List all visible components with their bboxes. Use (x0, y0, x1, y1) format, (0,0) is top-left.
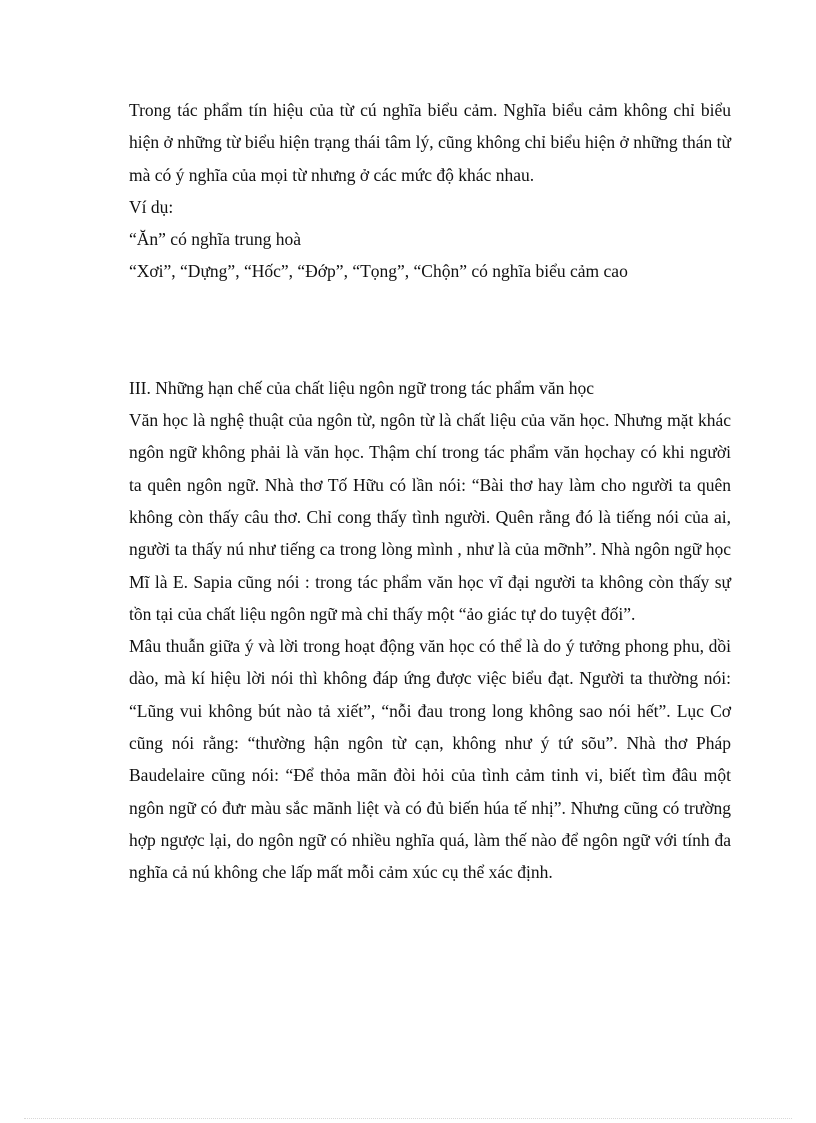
example-line-neutral: “Ăn” có nghĩa trung hoà (129, 229, 302, 250)
document-body (129, 94, 731, 889)
intro-paragraph: Trong tác phẩm tín hiệu của từ cú nghĩa biểu cảm. Nghĩa biểu cảm không chỉ biểu hiện ở những từ biểu hiện trạng thái tâm lý, cũng không chỉ biểu hiện ở những thán từ mà có ý nghĩa của mọi từ nhưng ở các mức độ khác nhau. (129, 100, 731, 185)
section-heading: III. Những hạn chế của chất liệu ngôn ngữ trong tác phẩm văn học (129, 377, 595, 398)
example-line-expressive: “Xơi”, “Dựng”, “Hốc”, “Đớp”, “Tọng”, “Chộn” có nghĩa biểu cảm cao (129, 261, 628, 282)
section-paragraph-1: Văn học là nghệ thuật của ngôn từ, ngôn từ là chất liệu của văn học. Nhưng mặt khác ngôn ngữ không phải là văn học. Thậm chí trong tác phẩm văn họchay có khi người ta quên ngôn ngữ. Nhà thơ Tố Hữu có lần nói: “Bài thơ hay làm cho người ta quên không còn thấy câu thơ. Chỉ cong thấy tình người. Quên rằng đó là tiếng nói của ai, người ta thấy nú như tiếng ca trong lòng mình , như là của mỡnh”. Nhà ngôn ngữ học Mĩ là E. Sapia cũng nói : trong tác phẩm văn học vĩ đại người ta không còn thấy sự tồn tại của chất liệu ngôn ngữ mà chỉ thấy một “ảo giác tự do tuyệt đối”. (129, 410, 731, 624)
section-spacer (129, 288, 731, 372)
page-bottom-divider (24, 1118, 792, 1119)
section-paragraph-2: Mâu thuẫn giữa ý và lời trong hoạt động văn học có thể là do ý tưởng phong phu, dồi dào, mà kí hiệu lời nói thì không đáp ứng được việc biểu đạt. Người ta thường nói: “Lũng vui không bút nào tả xiết”, “nỗi đau trong long không sao nói hết”. Lục Cơ cũng nói rằng: “thường hận ngôn từ cạn, không như ý tứ sõu”. Nhà thơ Pháp Baudelaire cũng nói: “Để thỏa mãn đòi hỏi của tình cảm tinh vi, biết tìm đâu một ngôn ngữ có đưr màu sắc mãnh liệt và có đủ biến húa tế nhị”. Nhưng cũng có trường hợp ngược lại, do ngôn ngữ có nhiều nghĩa quá, làm thế nào để ngôn ngữ với tính đa nghĩa cả nú không che lấp mất mỗi cảm xúc cụ thể xác định. (129, 636, 731, 883)
example-label: Ví dụ: (129, 196, 174, 217)
